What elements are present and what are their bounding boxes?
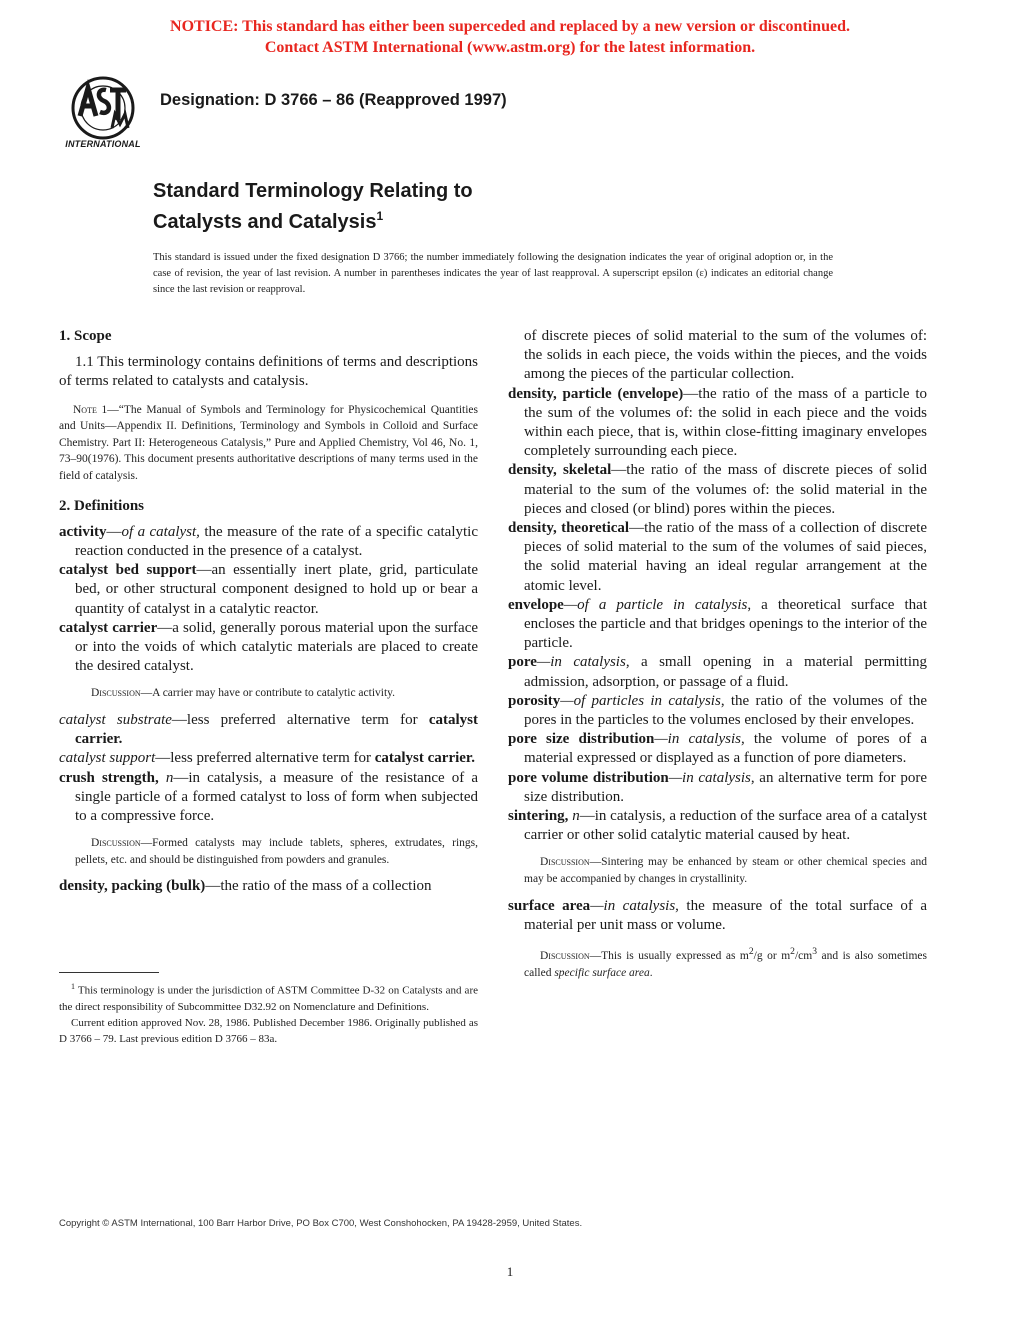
definition-text: —the ratio of the mass of a collection [205, 878, 432, 895]
sup-a: 2 [748, 946, 754, 958]
term: density, skeletal [508, 462, 612, 479]
term: density, packing (bulk) [59, 878, 206, 895]
term: density, theoretical [508, 520, 630, 537]
qualifier: —in catalysis [668, 769, 751, 786]
qualifier: —in catalysis [590, 897, 676, 914]
designation: Designation: D 3766 – 86 (Reapproved 1997) [160, 91, 507, 109]
discussion-crush-strength [75, 835, 478, 868]
definitions-heading: 2. Definitions [59, 497, 145, 514]
def-density-packing-continued: of discrete pieces of solid material to the sum of the volumes of: the solids in each piece, the voids within the pieces, and the voids among the pieces of the particular collection. [524, 328, 927, 383]
note-label: Note 1 [73, 403, 108, 416]
definition-text: the measure of the rate of a specific catalytic reaction conducted in the presence of a catalyst. [75, 523, 478, 559]
discussion-text-c: /cm [794, 949, 813, 962]
def-density-particle [508, 385, 927, 462]
discussion-text-e: . [649, 966, 653, 979]
notice-line-1: NOTICE: This standard has either been superceded and replaced by a new version or discontinued. [170, 18, 850, 35]
discussion-text: —Sintering may be enhanced by steam or other chemical species and may be accompanied by changes in crystallinity. [524, 856, 927, 886]
term: activity [59, 523, 107, 540]
definition-text: —less preferred alternative term for [171, 712, 429, 728]
definition-text: , the volume of pores of a material expressed or displayed as a function of pore diameters. [524, 731, 927, 767]
term: density, particle (envelope) [508, 385, 684, 402]
def-pore-volume-distribution [508, 769, 927, 807]
discussion-text-b: /g or m [753, 949, 791, 962]
term: crush strength, [59, 769, 159, 786]
title-line-1: Standard Terminology Relating to [153, 180, 473, 202]
definition-text: , the ratio of the volumes of the pores in the particles to the volumes enclosed by their envelopes. [524, 692, 927, 729]
discussion-text-a: —This is usually expressed as m [589, 949, 749, 962]
def-pore-size-distribution [508, 730, 927, 768]
definition-text: —the ratio of the mass of a collection of discrete pieces of solid material to the sum of the volumes of said pieces, the solid material having an ideal regular arrangement at the atomic level. [524, 520, 927, 594]
term: envelope [508, 596, 564, 613]
discussion-carrier [75, 685, 478, 702]
part-of-speech: n [158, 769, 174, 786]
definition-text: —less preferred alternative term for [155, 750, 375, 767]
note-text: —“The Manual of Symbols and Terminology for Physicochemical Quantities and Units—Appendix II. Definitions, Terminology and Symbols in Colloid and Surface Chemistry. Part II: Heterogeneous Catalysis,” Pure and Applied Chemistry, Vol 46, No. 1, 73–90(1976). This document presents authoritative descriptions of many terms used in the field of catalysis. [59, 403, 478, 482]
footnote-2: Current edition approved Nov. 28, 1986. Published December 1986. Originally published as D 3766 – 79. Last previous edition D 3766 – 83a. [59, 1017, 478, 1046]
discussion-text: —A carrier may have or contribute to catalytic activity. [140, 687, 396, 700]
title-line-2 [153, 204, 473, 235]
definition-text: —in catalysis, a reduction of the surface area of a catalyst carrier or other solid catalytic material caused by heat. [524, 808, 928, 844]
discussion-surface-area [524, 944, 927, 981]
term: sintering, [508, 808, 569, 825]
sup-b: 2 [790, 946, 795, 958]
scope-heading: 1. Scope [59, 328, 112, 344]
title-line-2-text: Catalysts and Catalysis [153, 211, 377, 233]
scope-paragraph: 1.1 This terminology contains definitions of terms and descriptions of terms related to catalysts and catalysis. [59, 354, 478, 390]
astm-logo [60, 76, 148, 156]
footnote-1 [59, 979, 478, 1015]
def-pore [508, 653, 927, 691]
cross-reference: catalyst carrier. [75, 712, 478, 748]
discussion-italic: specific surface area [554, 966, 650, 979]
def-catalyst-bed-support [59, 561, 478, 619]
discussion-label: Discussion [91, 837, 141, 850]
term: catalyst substrate [59, 712, 172, 728]
def-surface-area [508, 897, 927, 935]
definition-text: , a theoretical surface that encloses the particle and that bridges openings to the interior of the particle. [524, 596, 927, 652]
part-of-speech: n [568, 808, 580, 825]
page-number: 1 [506, 1264, 514, 1279]
definition-text: , an alternative term for pore size distribution. [524, 769, 927, 805]
def-catalyst-carrier [59, 619, 478, 677]
discussion-label: Discussion [540, 949, 590, 962]
term: pore volume distribution [508, 769, 669, 786]
footnote-1-text: This terminology is under the jurisdiction of ASTM Committee D-32 on Catalysts and are the direct responsibility of Subcommittee D32.92 on Nomenclature and Definitions. [59, 984, 478, 1013]
def-catalyst-substrate [59, 711, 478, 749]
notice-line-2: Contact ASTM International (www.astm.org) for the latest information. [264, 39, 756, 56]
term: pore size distribution [508, 731, 655, 748]
def-activity: activity—of a catalyst, the measure of the rate of a specific catalytic reaction conducted in the presence of a catalyst. [59, 523, 478, 559]
logo-international-text: INTERNATIONAL [65, 139, 141, 149]
qualifier: —of a particle in catalysis [563, 596, 748, 613]
def-catalyst-support [59, 749, 478, 768]
sup-c: 3 [812, 946, 817, 958]
qualifier: of a catalyst, [121, 523, 200, 540]
discussion-label: Discussion [91, 687, 141, 700]
term: porosity [508, 692, 561, 709]
qualifier: —of particles in catalysis [560, 692, 721, 709]
discussion-text: —Formed catalysts may include tablets, spheres, extrudates, rings, pellets, etc. and should be distinguished from powders and granules. [75, 837, 478, 866]
definition-text: —an essentially inert plate, grid, particulate bed, or other structural component designed to hold up or bear a quantity of catalyst in a catalytic reactor. [75, 562, 479, 617]
term: pore [508, 654, 537, 671]
term: catalyst bed support [59, 562, 197, 579]
qualifier: —in catalysis [536, 654, 626, 671]
qualifier: —in catalysis [654, 731, 741, 748]
def-sintering [508, 807, 927, 845]
title-footnote-marker: 1 [376, 209, 384, 223]
def-envelope [508, 596, 927, 654]
definition-text: —the ratio of the mass of a particle to the sum of the volumes of: the solid in each piece and the voids within each piece, that is, within close-fitting imaginary envelopes completely surrounding each piece. [524, 385, 927, 460]
def-porosity [508, 692, 927, 730]
def-crush-strength [59, 769, 478, 827]
discussion-label: Discussion [540, 856, 590, 869]
footnote-divider [59, 972, 159, 973]
definition-text: —in catalysis, a measure of the resistance of a single particle of a formed catalyst to loss of form when subjected to a compressive force. [75, 769, 478, 825]
def-density-theoretical [508, 519, 927, 596]
definition-text: —a solid, generally porous material upon the surface or into the voids of which catalytic materials are placed to create the desired catalyst. [75, 619, 479, 675]
definition-text: —the ratio of the mass of discrete pieces of solid material to the sum of the volumes of: the solid material in the pieces and closed (or blind) pores within the pieces. [524, 462, 927, 517]
notice-banner [0, 16, 1020, 58]
footnotes [59, 979, 478, 1047]
astm-logo-icon [60, 76, 146, 140]
page-title [153, 179, 473, 235]
cross-reference: catalyst carrier. [374, 750, 475, 767]
discussion-text-d: and is also sometimes called [524, 949, 927, 979]
definition-text: , a small opening in a material permitting admission, adsorption, or passage of a fluid. [524, 654, 928, 690]
term: surface area [508, 897, 591, 914]
def-density-packing [59, 877, 478, 896]
left-column [59, 327, 478, 897]
def-density-skeletal [508, 461, 927, 519]
issuance-statement: This standard is issued under the fixed designation D 3766; the number immediately following the designation indicates the year of original adoption or, in the case of revision, the year of last revision. A number in parentheses indicates the year of last reapproval. A superscript epsilon (ε) indicates an editorial change since the last revision or reapproval. [153, 252, 833, 295]
term: catalyst support [59, 750, 156, 767]
definition-text: , the measure of the total surface of a material per unit mass or volume. [524, 897, 928, 933]
scope-note [59, 402, 478, 485]
footnote-1-marker: 1 [71, 982, 75, 991]
copyright: Copyright © ASTM International, 100 Barr Harbor Drive, PO Box C700, West Conshohocken, PA 19428-2959, United States. [59, 1218, 583, 1229]
discussion-sintering [524, 854, 927, 887]
right-column [508, 327, 927, 990]
term: catalyst carrier [59, 619, 158, 636]
